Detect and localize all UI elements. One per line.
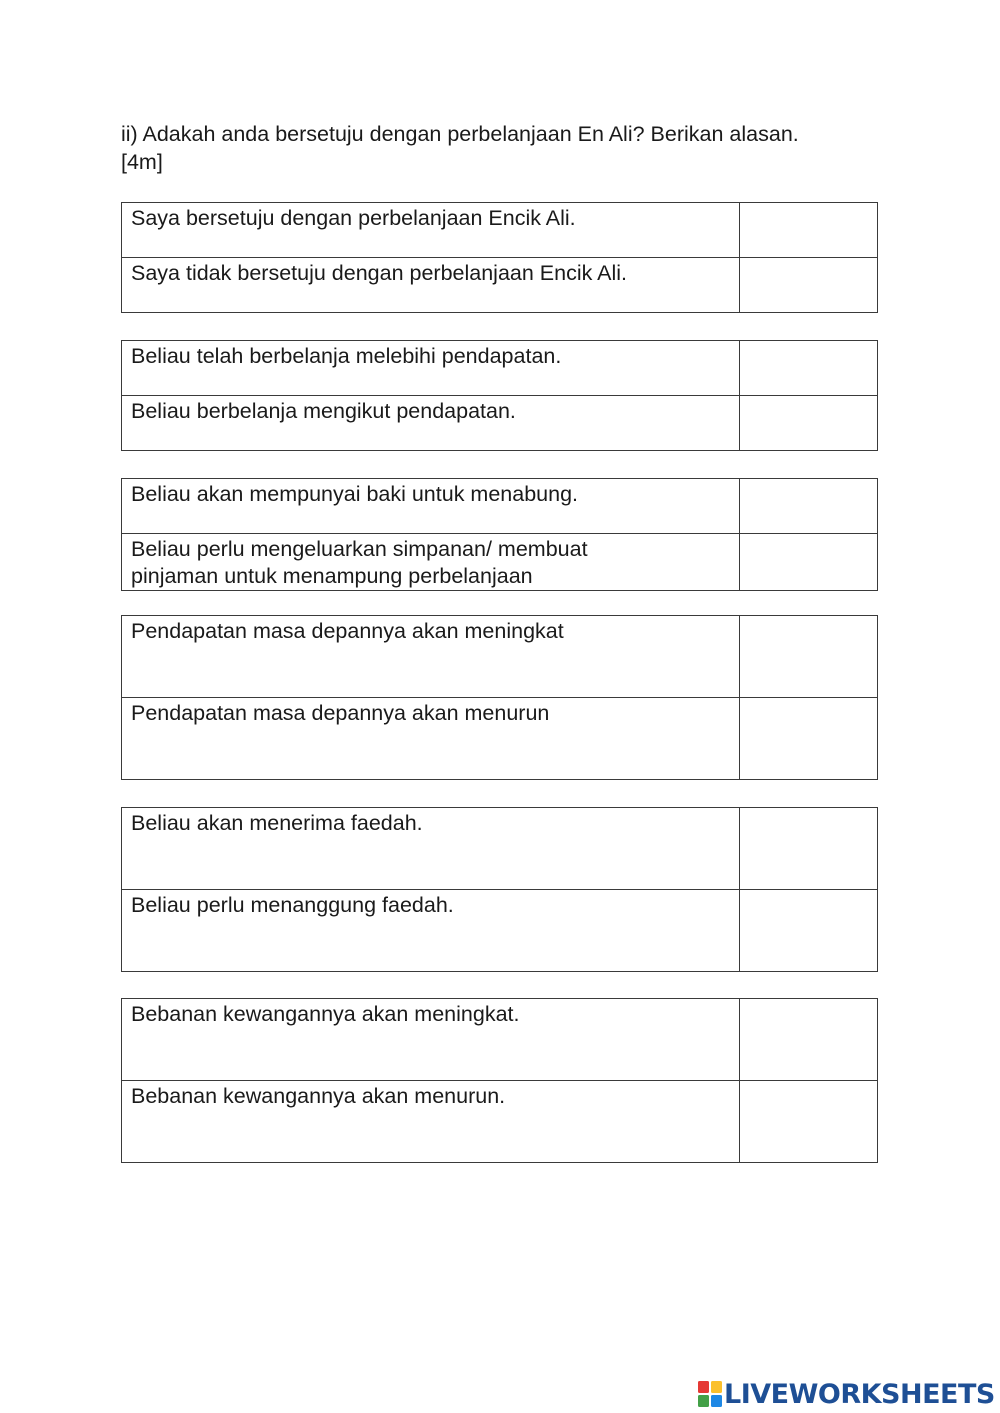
- option-row: [122, 808, 878, 890]
- option-text: Beliau perlu menanggung faedah.: [122, 890, 740, 972]
- option-text: Beliau telah berbelanja melebihi pendapatan.: [122, 341, 740, 396]
- option-row: [122, 396, 878, 451]
- option-row: [122, 999, 878, 1081]
- answer-box[interactable]: [740, 258, 878, 313]
- answer-box[interactable]: [740, 808, 878, 890]
- answer-box[interactable]: [740, 616, 878, 698]
- option-group-1: [121, 202, 878, 313]
- answer-box[interactable]: [740, 999, 878, 1081]
- option-group-3: [121, 478, 878, 591]
- option-row: [122, 890, 878, 972]
- option-text: Beliau akan menerima faedah.: [122, 808, 740, 890]
- option-text: Bebanan kewangannya akan meningkat.: [122, 999, 740, 1081]
- option-text: Pendapatan masa depannya akan meningkat: [122, 616, 740, 698]
- question-text: [121, 120, 891, 176]
- answer-box[interactable]: [740, 1081, 878, 1163]
- option-row: [122, 341, 878, 396]
- question-line-1: ii) Adakah anda bersetuju dengan perbelanjaan En Ali? Berikan alasan.: [121, 122, 799, 146]
- option-group-5: [121, 807, 878, 972]
- answer-box[interactable]: [740, 203, 878, 258]
- liveworksheets-logo: [698, 1378, 995, 1410]
- option-text: [122, 534, 740, 591]
- option-group-2: [121, 340, 878, 451]
- answer-box[interactable]: [740, 534, 878, 591]
- answer-box[interactable]: [740, 479, 878, 534]
- option-row: [122, 616, 878, 698]
- answer-box[interactable]: [740, 341, 878, 396]
- liveworksheets-logo-text: LIVEWORKSHEETS: [724, 1378, 995, 1410]
- option-text: Saya tidak bersetuju dengan perbelanjaan Encik Ali.: [122, 258, 740, 313]
- answer-box[interactable]: [740, 890, 878, 972]
- answer-box[interactable]: [740, 698, 878, 780]
- option-row: [122, 534, 878, 591]
- option-text: Beliau berbelanja mengikut pendapatan.: [122, 396, 740, 451]
- liveworksheets-logo-icon: [698, 1381, 722, 1407]
- option-text-line-1: Beliau perlu mengeluarkan simpanan/ membuat: [131, 537, 588, 561]
- option-row: [122, 1081, 878, 1163]
- question-marks: [4m]: [121, 150, 163, 174]
- option-group-4: [121, 615, 878, 780]
- option-row: [122, 258, 878, 313]
- option-text: Beliau akan mempunyai baki untuk menabung.: [122, 479, 740, 534]
- option-text: Saya bersetuju dengan perbelanjaan Encik Ali.: [122, 203, 740, 258]
- option-text: Pendapatan masa depannya akan menurun: [122, 698, 740, 780]
- option-text: Bebanan kewangannya akan menurun.: [122, 1081, 740, 1163]
- option-row: [122, 203, 878, 258]
- option-row: [122, 479, 878, 534]
- option-text-line-2: pinjaman untuk menampung perbelanjaan: [131, 564, 533, 588]
- option-group-6: [121, 998, 878, 1163]
- option-row: [122, 698, 878, 780]
- answer-box[interactable]: [740, 396, 878, 451]
